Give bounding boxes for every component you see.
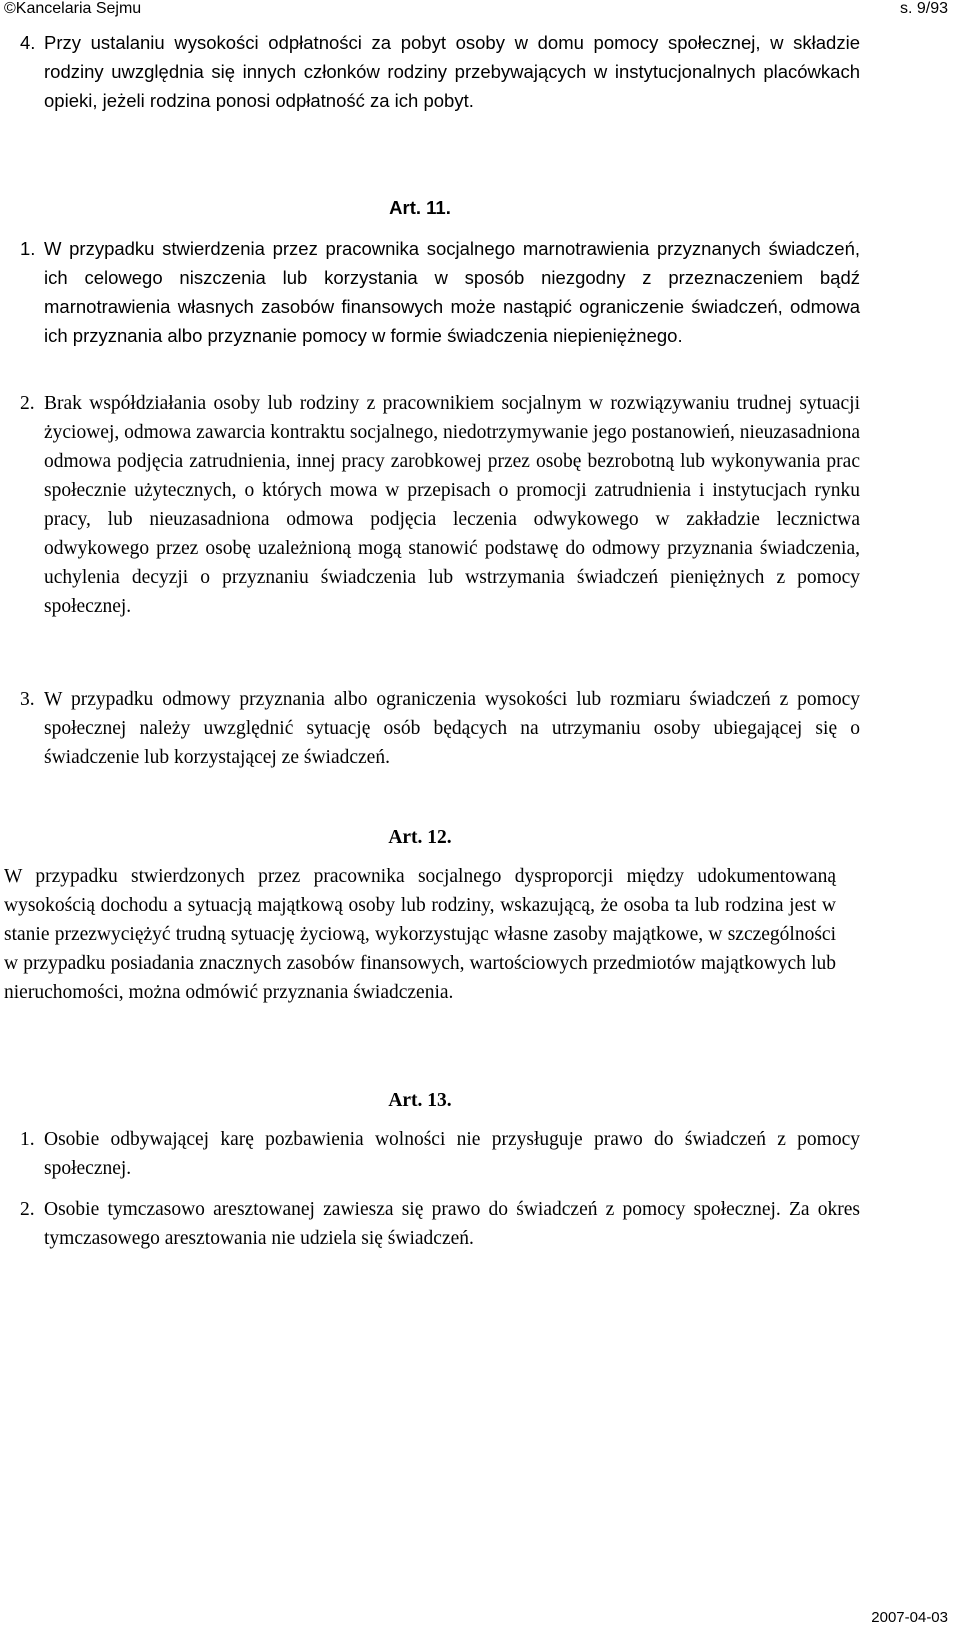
art11-paragraph-2	[20, 389, 860, 621]
article-heading-13: Art. 13.	[388, 1090, 452, 1111]
art11-paragraph-3	[20, 685, 860, 772]
paragraph-text: W przypadku stwierdzenia przez pracownika socjalnego marnotrawienia przyznanych świadczeń, ich celowego niszczenia lub korzystania w sposób niezgodny z przeznaczeniem bądź marnotrawienia własnych zasobów finansowych może nastąpić ograniczenie świadczeń, odmowa ich przyznania albo przyznanie pomocy w formie świadczenia niepieniężnego.	[44, 238, 860, 346]
art12-paragraph: W przypadku stwierdzonych przez pracownika socjalnego dysproporcji między udokumentowaną wysokością dochodu a sytuacją majątkową osoby lub rodziny, wskazującą, że osoba ta lub rodzina jest w stanie przezwyciężyć trudną sytuację życiową, wykorzystując własne zasoby majątkowe, w szczególności w przypadku posiadania znacznych zasobów finansowych, wartościowych przedmiotów majątkowych lub nieruchomości, można odmówić przyznania świadczenia.	[4, 866, 836, 1003]
paragraph-text: Brak współdziałania osoby lub rodziny z pracownikiem socjalnym w rozwiązywaniu trudnej sytuacji życiowej, odmowa zawarcia kontraktu socjalnego, niedotrzymywanie jego postanowień, nieuzasadniona odmowa podjęcia zatrudnienia, innej pracy zarobkowej przez osobę bezrobotną lub wykonywania prac społecznie użytecznych, o których mowa w przepisach o promocji zatrudnienia i instytucjach rynku pracy, lub nieuzasadniona odmowa podjęcia leczenia odwykowego w zakładzie lecznictwa odwykowego przez osobę uzależnioną mogą stanowić podstawę do odmowy przyznania świadczenia, uchylenia decyzji o przyznaniu świadczenia lub wstrzymania świadczeń pieniężnych z pomocy społecznej.	[44, 393, 861, 617]
paragraph-text: Osobie odbywającej karę pozbawienia wolności nie przysługuje prawo do świadczeń z pomocy społecznej.	[44, 1129, 860, 1179]
paragraph-4	[20, 28, 860, 115]
paragraph-number: 1.	[20, 238, 36, 259]
paragraph-text: Przy ustalaniu wysokości odpłatności za pobyt osoby w domu pomocy społecznej, w składzie rodziny uwzględnia się innych członków rodziny przebywających w instytucjonalnych placówkach opieki, jeżeli rodzina ponosi odpłatność za ich pobyt.	[44, 32, 860, 111]
art13-paragraph-2	[20, 1195, 860, 1253]
article-heading-12: Art. 12.	[388, 827, 452, 848]
paragraph-number: 4.	[20, 32, 36, 53]
paragraph-text: Osobie tymczasowo aresztowanej zawiesza się prawo do świadczeń z pomocy społecznej. Za okres tymczasowego aresztowania nie udziela się świadczeń.	[44, 1199, 860, 1249]
article-heading-11: Art. 11.	[389, 197, 451, 218]
page-number: s. 9/93	[899, 0, 948, 17]
paragraph-number: 2.	[20, 1199, 35, 1220]
header-copyright: ©Kancelaria Sejmu	[4, 0, 142, 17]
paragraph-number: 2.	[20, 393, 35, 414]
paragraph-text: W przypadku odmowy przyznania albo ograniczenia wysokości lub rozmiaru świadczeń z pomocy społecznej należy uwzględnić sytuację osób będących na utrzymaniu osoby ubiegającej się o świadczenie lub korzystającej ze świadczeń.	[44, 689, 860, 768]
art13-paragraph-1	[20, 1125, 860, 1183]
paragraph-number: 1.	[20, 1129, 35, 1150]
art11-paragraph-1	[20, 234, 860, 350]
footer-date: 2007-04-03	[871, 1609, 948, 1626]
paragraph-number: 3.	[20, 689, 35, 710]
